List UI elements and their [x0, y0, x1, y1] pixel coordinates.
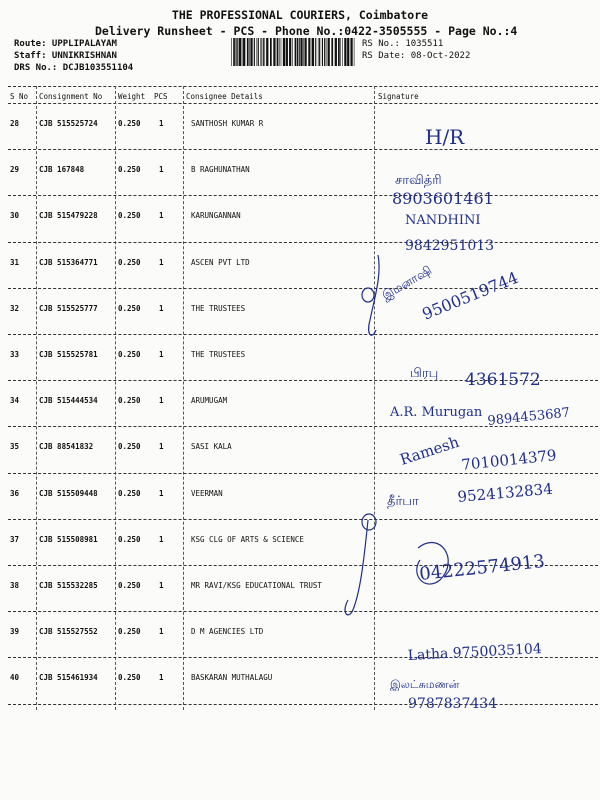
- barcode-bar: [270, 38, 272, 66]
- row-consignee: THE TRUSTEES: [191, 350, 246, 359]
- barcode-bar: [338, 38, 340, 66]
- rs-number: RS No.: 1035511: [362, 39, 444, 49]
- signature-text: 9500519744: [419, 267, 521, 324]
- barcode-bar: [300, 38, 302, 66]
- barcode-bar: [335, 38, 337, 66]
- barcode-bar: [344, 38, 346, 66]
- row-consignee: MR RAVI/KSG EDUCATIONAL TRUST: [191, 581, 322, 590]
- drs-number: DRS No.: DCJB103551104: [14, 63, 134, 73]
- signature-text: 9842951013: [405, 238, 495, 254]
- row-consignee: ARUMUGAM: [191, 396, 228, 406]
- barcode-bar: [297, 38, 298, 66]
- barcode-bar: [322, 38, 323, 66]
- signature-text: H/R: [425, 125, 465, 149]
- row-consignment-no: CJB 515525781: [39, 350, 98, 359]
- barcode-bar: [273, 38, 275, 66]
- row-pcs: 1: [159, 488, 164, 498]
- barcode-bar: [239, 38, 241, 66]
- row-consignee: D M AGENCIES LTD: [191, 627, 264, 637]
- barcode-bar: [266, 38, 268, 66]
- signature-text: 9787837434: [408, 696, 498, 712]
- route-label: Route: UPPLIPALAYAM: [14, 39, 117, 49]
- signature-text: Ramesh: [397, 432, 462, 469]
- signature-text: A.R. Murugan: [390, 405, 483, 420]
- barcode-bar: [283, 38, 285, 66]
- row-sno: 31: [10, 257, 20, 267]
- row-consignment-no: CJB 515461934: [39, 673, 98, 683]
- signature-text: 04222574913: [418, 550, 546, 585]
- row-weight: 0.250: [118, 673, 141, 683]
- company-name: THE PROFESSIONAL COURIERS, Coimbatore: [171, 8, 429, 22]
- signature-scribble: [345, 520, 368, 615]
- barcode-bar: [318, 38, 319, 66]
- barcode-bar: [347, 38, 349, 66]
- barcode-bar: [303, 38, 304, 66]
- row-consignment-no: CJB 515527552: [39, 627, 98, 637]
- barcode-bar: [328, 38, 330, 66]
- column-divider: [374, 86, 375, 710]
- row-consignment-no: CJB 515509448: [39, 488, 98, 498]
- row-pcs: 1: [159, 396, 164, 406]
- column-divider: [115, 86, 116, 710]
- row-divider: [8, 334, 598, 335]
- row-weight: 0.250: [118, 119, 141, 128]
- barcode-bar: [289, 38, 291, 66]
- signature-scribble: [417, 542, 448, 584]
- col-header-sno: S No: [10, 92, 29, 101]
- row-consignee: ASCEN PVT LTD: [191, 257, 250, 267]
- row-consignment-no: CJB 515364771: [39, 257, 98, 267]
- row-consignment-no: CJB 515444534: [39, 396, 98, 406]
- row-divider: [8, 704, 598, 705]
- barcode-bar: [277, 38, 279, 66]
- barcode-bar: [308, 38, 310, 66]
- row-sno: 40: [10, 673, 20, 683]
- signature-circle: [362, 288, 374, 302]
- barcode-bar: [263, 38, 264, 66]
- row-divider: [8, 565, 598, 566]
- barcode-bar: [281, 38, 282, 66]
- barcode-bar: [258, 38, 259, 66]
- row-divider: [8, 426, 598, 427]
- barcode-bar: [286, 38, 288, 66]
- col-header-consignee: Consignee Details: [186, 92, 263, 101]
- barcode-bar: [242, 38, 243, 66]
- row-consignee: THE TRUSTEES: [191, 303, 246, 313]
- barcode-bar: [279, 38, 280, 66]
- row-pcs: 1: [159, 350, 164, 359]
- row-divider: [8, 473, 598, 474]
- row-divider: [8, 288, 598, 289]
- barcode-bar: [257, 38, 258, 66]
- barcode-bar: [315, 38, 316, 66]
- barcode-bar: [292, 38, 293, 66]
- barcode-bar: [324, 38, 325, 66]
- barcode-bar: [237, 38, 238, 66]
- barcode-bar: [350, 38, 352, 66]
- barcode-bar: [247, 38, 249, 66]
- barcode-bar: [264, 38, 265, 66]
- row-consignee: SANTHOSH KUMAR R: [191, 119, 264, 128]
- header-bottom-rule: [8, 103, 598, 104]
- row-consignee: VEERMAN: [191, 488, 223, 498]
- row-weight: 0.250: [118, 257, 141, 267]
- barcode-bar: [231, 38, 232, 66]
- barcode-bar: [311, 38, 312, 66]
- signature-text: 8903601461: [392, 189, 494, 208]
- signature-text: NANDHINI: [405, 213, 481, 228]
- row-consignment-no: CJB 167848: [39, 165, 85, 175]
- row-pcs: 1: [159, 257, 164, 267]
- column-divider: [183, 86, 184, 710]
- row-pcs: 1: [159, 673, 164, 683]
- row-pcs: 1: [159, 627, 164, 637]
- row-sno: 36: [10, 488, 20, 498]
- row-divider: [8, 242, 598, 243]
- signature-text: 9894453687: [486, 405, 571, 429]
- signature-text: தீர்பா: [387, 494, 419, 509]
- row-consignee: BASKARAN MUTHALAGU: [191, 673, 273, 683]
- row-consignment-no: CJB 515479228: [39, 211, 98, 221]
- row-consignee: SASI KALA: [191, 442, 232, 452]
- row-consignee: KARUNGANNAN: [191, 211, 241, 221]
- col-header-pcs: PCS: [154, 92, 168, 101]
- row-sno: 30: [10, 211, 20, 221]
- row-consignment-no: CJB 515508981: [39, 534, 98, 544]
- row-divider: [8, 611, 598, 612]
- barcode-bar: [340, 38, 341, 66]
- barcode-bar: [295, 38, 297, 66]
- barcode-bar: [319, 38, 320, 66]
- signature-text: 9524132834: [456, 479, 554, 506]
- header-top-rule: [8, 86, 598, 87]
- barcode-bar: [236, 38, 237, 66]
- barcode-bar: [312, 38, 314, 66]
- row-pcs: 1: [159, 119, 164, 128]
- row-sno: 29: [10, 165, 20, 175]
- row-weight: 0.250: [118, 211, 141, 221]
- signature-text: இமனாஷி: [379, 263, 435, 303]
- barcode-bar: [304, 38, 306, 66]
- rs-date: RS Date: 08-Oct-2022: [362, 51, 471, 61]
- row-pcs: 1: [159, 165, 164, 175]
- row-weight: 0.250: [118, 396, 141, 406]
- barcode-bar: [233, 38, 235, 66]
- col-header-signature: Signature: [378, 92, 419, 101]
- runsheet-title: Delivery Runsheet - PCS - Phone No.:0422-3505555 - Page No.:4: [95, 24, 518, 38]
- row-consignment-no: CJB 515525724: [39, 119, 98, 128]
- barcode-bar: [249, 38, 250, 66]
- barcode-bar: [299, 38, 300, 66]
- barcode-bar: [342, 38, 343, 66]
- barcode-bar: [331, 38, 333, 66]
- row-weight: 0.250: [118, 534, 141, 544]
- row-divider: [8, 195, 598, 196]
- row-pcs: 1: [159, 303, 164, 313]
- row-sno: 39: [10, 627, 20, 637]
- staff-label: Staff: UNNIKRISHNAN: [14, 51, 117, 61]
- row-weight: 0.250: [118, 303, 141, 313]
- row-weight: 0.250: [118, 488, 141, 498]
- row-sno: 37: [10, 534, 20, 544]
- signature-text: 4361572: [465, 370, 541, 390]
- signature-text: சாவித்ரி: [395, 173, 442, 188]
- row-sno: 33: [10, 350, 20, 359]
- row-consignee: KSG CLG OF ARTS & SCIENCE: [191, 534, 304, 544]
- col-header-consignment: Consignment No: [39, 92, 103, 101]
- row-sno: 28: [10, 119, 20, 128]
- signature-text: பிரபு: [410, 366, 439, 381]
- row-weight: 0.250: [118, 627, 141, 637]
- row-divider: [8, 149, 598, 150]
- row-sno: 35: [10, 442, 20, 452]
- row-weight: 0.250: [118, 442, 141, 452]
- barcode-bar: [243, 38, 245, 66]
- row-weight: 0.250: [118, 350, 141, 359]
- row-pcs: 1: [159, 581, 164, 590]
- row-pcs: 1: [159, 442, 164, 452]
- barcode-bar: [254, 38, 255, 66]
- barcode-bar: [354, 38, 355, 66]
- row-weight: 0.250: [118, 165, 141, 175]
- barcode-bar: [250, 38, 252, 66]
- row-pcs: 1: [159, 211, 164, 221]
- signature-text: Latha 9750035104: [407, 640, 543, 664]
- row-weight: 0.250: [118, 581, 141, 590]
- signature-text: 7010014379: [460, 446, 558, 474]
- barcode-bar: [260, 38, 261, 66]
- row-consignee: B RAGHUNATHAN: [191, 165, 250, 175]
- barcode-bar: [326, 38, 327, 66]
- row-sno: 34: [10, 396, 20, 406]
- row-consignment-no: CJB 515532285: [39, 581, 98, 590]
- row-divider: [8, 519, 598, 520]
- col-header-weight: Weight: [118, 92, 146, 101]
- barcode: [230, 38, 356, 66]
- column-divider: [36, 86, 37, 710]
- row-divider: [8, 657, 598, 658]
- row-consignment-no: CJB 88541832: [39, 442, 94, 452]
- row-divider: [8, 380, 598, 381]
- signature-text: இலட்சுமணன்: [390, 678, 460, 691]
- row-consignment-no: CJB 515525777: [39, 303, 98, 313]
- row-sno: 32: [10, 303, 20, 313]
- row-pcs: 1: [159, 534, 164, 544]
- row-sno: 38: [10, 581, 20, 590]
